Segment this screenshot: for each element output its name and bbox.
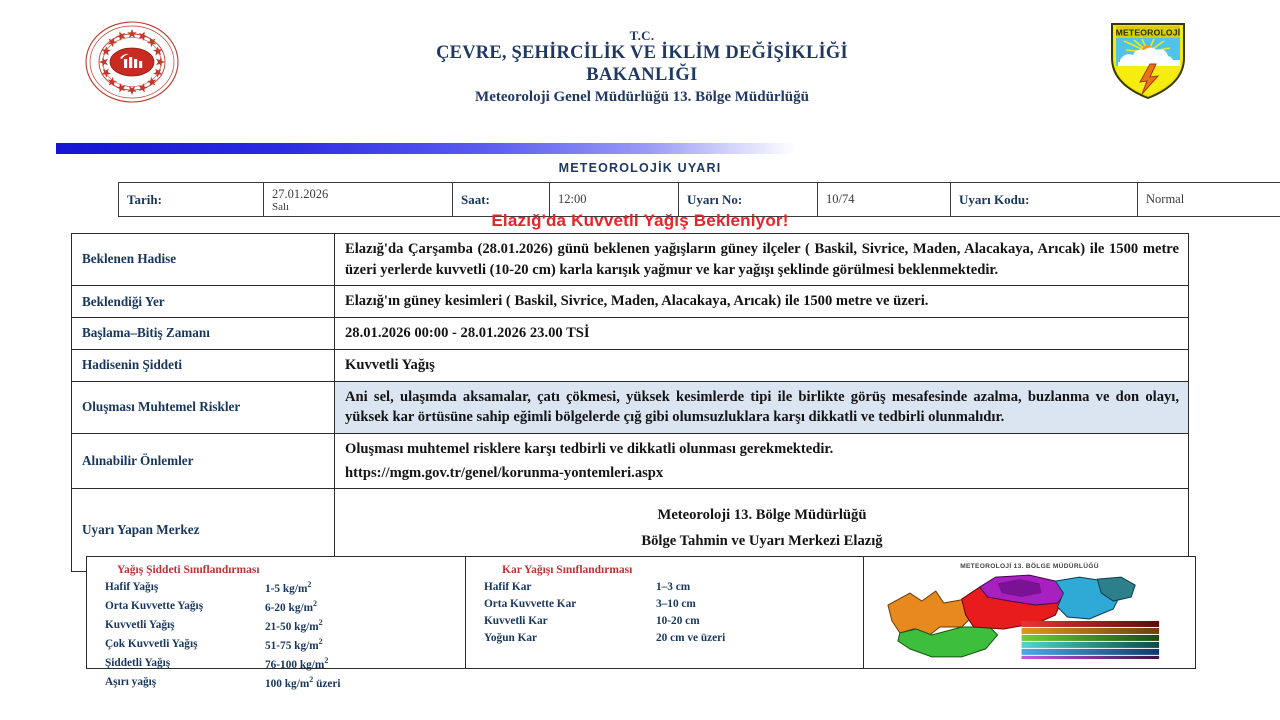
map-region-green [898, 627, 998, 657]
legend-row [86, 556, 1196, 690]
legend-unit-exp: 2 [309, 674, 314, 684]
legend-item-value [265, 579, 455, 598]
legend-value-text: 51-75 kg/m [265, 639, 319, 652]
region-map [870, 571, 1189, 659]
warning-code-label: Uyarı Kodu: [951, 183, 1138, 217]
legend-item-value: 3–10 cm [656, 598, 696, 611]
legend-item-value [265, 636, 455, 655]
legend-unit-exp: 2 [313, 598, 318, 608]
section-title: METEOROLOJİK UYARI [558, 161, 722, 175]
legend-item [105, 579, 455, 598]
table-row [72, 286, 1189, 318]
legend-unit-exp: 2 [324, 655, 329, 665]
header-department: Meteoroloji Genel Müdürlüğü 13. Bölge Müdürlüğü [475, 88, 809, 105]
legend-value-text: 6-20 kg/m [265, 601, 314, 614]
warning-no-label: Uyarı No: [679, 183, 818, 217]
map-title: METEOROLOJİ 13. BÖLGE MÜDÜRLÜĞÜ [960, 563, 1099, 570]
legend-value-text: 21-50 kg/m [265, 620, 319, 633]
region-map-box [864, 556, 1196, 669]
legend-item-name: Kuvvetli Yağış [105, 618, 175, 631]
row-label: Beklenen Hadise [72, 234, 335, 286]
legend-item-name: Yoğun Kar [484, 632, 538, 645]
map-legend-bars [1022, 621, 1160, 659]
row-value: Elazığ'da Çarşamba (28.01.2026) günü beklenen yağışların güney ilçeler ( Baskil, Sivrice, Maden, Alacakaya, Arıcak) ile 1500 metre üzeri yerlerde kuvvetli (10-20 cm) karla karışık yağmur ve kar yağışı şeklinde görülmesi beklenmektedir. [335, 234, 1189, 286]
legend-item [484, 630, 853, 647]
warning-code-value: Normal [1138, 183, 1280, 217]
row-value: Kuvvetli Yağış [335, 349, 1189, 381]
legend-item [484, 579, 853, 596]
legend-item [105, 636, 455, 655]
rain-classification-box [86, 556, 466, 690]
legend-item-name: Hafif Yağış [105, 581, 159, 593]
row-label: Uyarı Yapan Merkez [72, 489, 335, 571]
legend-value-text: 100 kg/m [265, 677, 310, 690]
date-value-text: 27.01.2026 [272, 186, 329, 201]
time-label: Saat: [453, 183, 550, 217]
row-label: Beklendiği Yer [72, 286, 335, 318]
table-row [72, 318, 1189, 350]
warning-no-value: 10/74 [818, 183, 951, 217]
legend-value-text: 1-5 kg/m [265, 582, 308, 595]
row-value: Ani sel, ulaşımda aksamalar, çatı çökmesi, yüksek kesimlerde tipi ile birlikte görüş mesafesinde azalma, buzlanma ve don olayı, yüksek kar örtüsüne sahip eğimli bölgelerde çığ gibi olumsuzluklara karşı dikkatli ve tedbirli olunmalıdır. [335, 381, 1189, 433]
legend-item-value [265, 674, 455, 693]
legend-item [484, 596, 853, 613]
alert-headline: Elazığ'da Kuvvetli Yağış Bekleniyor! [491, 211, 789, 230]
row-value [335, 434, 1189, 489]
date-label: Tarih: [119, 183, 264, 217]
document-header [0, 0, 1280, 104]
protection-link[interactable]: https://mgm.gov.tr/genel/korunma-yontemleri.aspx [345, 464, 664, 481]
legend-unit-exp: 2 [307, 580, 312, 589]
time-value: 12:00 [550, 183, 679, 217]
legend-item-value: 20 cm ve üzeri [656, 632, 726, 645]
legend-item [105, 617, 455, 636]
legend-item [484, 613, 853, 630]
legend-unit-exp: 2 [318, 617, 323, 627]
row-label: Başlama–Bitiş Zamanı [72, 318, 335, 350]
header-tc: T.C. [629, 28, 655, 43]
header-title-block [180, 14, 1104, 107]
legend-item-value: 1–3 cm [656, 581, 691, 593]
legend-item-name: Şiddetli Yağış [105, 656, 171, 669]
snow-legend-title: Kar Yağışı Sınıflandırması [502, 564, 633, 576]
legend-item-name: Orta Kuvvette Kar [484, 598, 577, 611]
legend-item [105, 598, 455, 617]
table-row [72, 349, 1189, 381]
rain-legend-title: Yağış Şiddeti Sınıflandırması [117, 564, 260, 576]
legend-value-suffix: üzeri [313, 677, 341, 690]
legend-unit-exp: 2 [318, 636, 323, 646]
snow-classification-box [466, 556, 864, 669]
svg-text:METEOROLOJİ: METEOROLOJİ [1115, 27, 1181, 38]
legend-item-value [265, 598, 455, 617]
row-value: 28.01.2026 00:00 - 28.01.2026 23.00 TSİ [335, 318, 1189, 350]
row-value-line1: Oluşması muhtemel risklere karşı tedbirli ve dikkatli olunması gerekmektedir. [345, 441, 834, 458]
warning-detail-table [71, 233, 1189, 572]
legend-item-name: Aşırı yağış [105, 675, 157, 688]
legend-item [105, 674, 455, 693]
table-row [72, 434, 1189, 489]
date-day-text: Salı [272, 200, 290, 213]
meteoroloji-logo-icon [1104, 14, 1192, 102]
legend-item-value [265, 655, 455, 674]
legend-value-text: 76-100 kg/m [265, 658, 325, 671]
legend-item-name: Kuvvetli Kar [484, 615, 548, 628]
row-label: Hadisenin Şiddeti [72, 349, 335, 381]
row-label: Oluşması Muhtemel Riskler [72, 381, 335, 433]
turkish-republic-emblem-icon [84, 14, 180, 110]
legend-item-name: Çok Kuvvetli Yağış [105, 637, 198, 650]
header-ministry-line2: BAKANLIĞI [586, 65, 698, 86]
issuer-line1: Meteoroloji 13. Bölge Müdürlüğü [657, 507, 867, 524]
table-row [72, 234, 1189, 286]
table-row-risks [72, 381, 1189, 433]
row-label: Alınabilir Önlemler [72, 434, 335, 489]
legend-item-value [265, 617, 455, 636]
legend-item-name: Hafif Kar [484, 581, 532, 593]
legend-item [105, 655, 455, 674]
blue-gradient-divider [56, 143, 796, 154]
legend-item-name: Orta Kuvvette Yağış [105, 599, 204, 612]
legend-item-value: 10-20 cm [656, 615, 700, 628]
header-ministry-line1: ÇEVRE, ŞEHİRCİLİK VE İKLİM DEĞİŞİKLİĞİ [436, 43, 848, 64]
issuer-line2: Bölge Tahmin ve Uyarı Merkezi Elazığ [641, 533, 883, 549]
row-value: Elazığ'ın güney kesimleri ( Baskil, Sivrice, Maden, Alacakaya, Arıcak) ile 1500 metre ve üzeri. [335, 286, 1189, 318]
